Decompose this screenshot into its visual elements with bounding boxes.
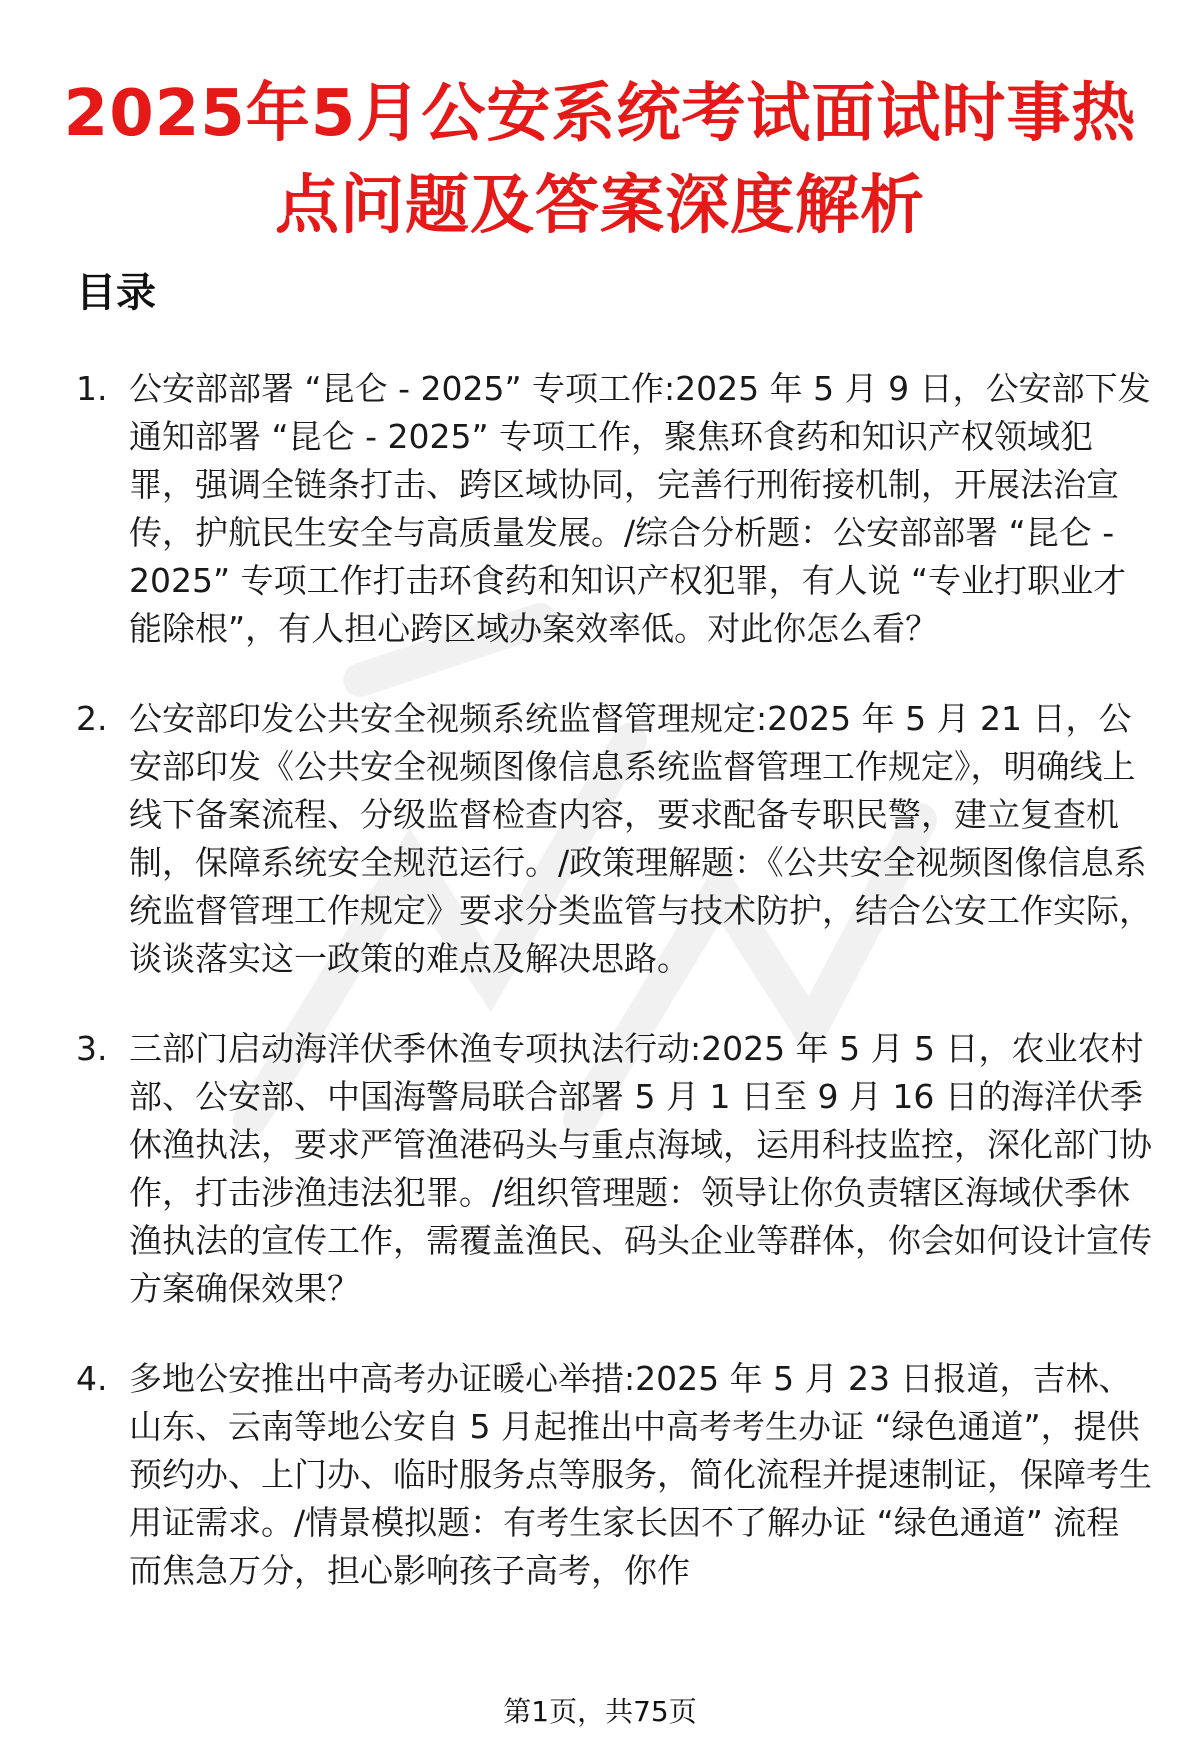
toc-item-text: 公安部印发公共安全视频系统监督管理规定:2025 年 5 月 21 日，公安部印发《公共安全视频图像信息系统监督管理工作规定》，明确线上线下备案流程、分级监督检查内容，要求配备专职民警，建立复查机制，保障系统安全规范运行。/政策理解题：《公共安全视频图像信息系统监督管理工作规定》要求分类监管与技术防护，结合公安工作实际，谈谈落实这一政策的难点及解决思路。: [129, 699, 1152, 978]
toc-list: [76, 365, 1152, 1637]
toc-item-number: 4.: [76, 1359, 108, 1398]
toc-item-text: 多地公安推出中高考办证暖心举措:2025 年 5 月 23 日报道，吉林、山东、云南等地公安自 5 月起推出中高考考生办证 “绿色通道”，提供预约办、上门办、临时服务点等服务，简化流程并提速制证，保障考生用证需求。/情景模拟题：有考生家长因不了解办证 “绿色通道” 流程而焦急万分，担心影响孩子高考，你作: [129, 1359, 1152, 1590]
toc-item: [76, 695, 1152, 983]
toc-item-number: 2.: [76, 699, 108, 738]
document-title: 2025年5月公安系统考试面试时事热点问题及答案深度解析: [63, 77, 1137, 243]
toc-heading: 目录: [76, 270, 156, 316]
toc-item-number: 3.: [76, 1029, 108, 1068]
toc-item-text: 公安部部署 “昆仑 - 2025” 专项工作:2025 年 5 月 9 日，公安部下发通知部署 “昆仑 - 2025” 专项工作，聚焦环食药和知识产权领域犯罪，强调全链条打击、跨区域协同，完善行刑衔接机制，开展法治宣传，护航民生安全与高质量发展。/综合分析题：公安部部署 “昆仑 - 2025” 专项工作打击环食药和知识产权犯罪，有人说 “专业打职业才能除根”，有人担心跨区域办案效率低。对此你怎么看？: [129, 369, 1151, 648]
toc-item-text: 三部门启动海洋伏季休渔专项执法行动:2025 年 5 月 5 日，农业农村部、公安部、中国海警局联合部署 5 月 1 日至 9 月 16 日的海洋伏季休渔执法，要求严管渔港码头与重点海域，运用科技监控，深化部门协作，打击涉渔违法犯罪。/组织管理题：领导让你负责辖区海域伏季休渔执法的宣传工作，需覆盖渔民、码头企业等群体，你会如何设计宣传方案确保效果？: [129, 1029, 1152, 1308]
toc-item-number: 1.: [76, 369, 108, 408]
page-footer: 第1页，共75页: [503, 1695, 697, 1728]
toc-item: [76, 365, 1152, 653]
toc-item: [76, 1025, 1152, 1313]
toc-item: [76, 1355, 1152, 1595]
